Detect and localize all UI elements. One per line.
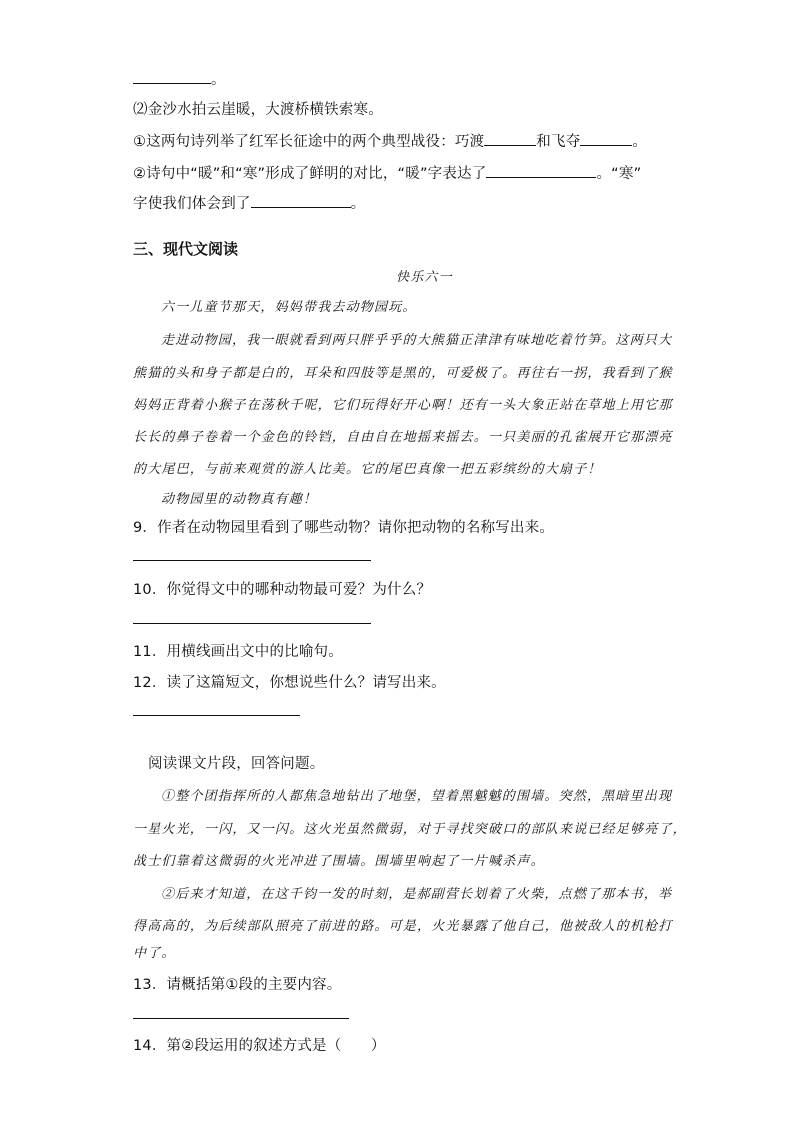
question-14: 14．第②段运用的叙述方式是（ ） [133, 1038, 386, 1054]
excerpt-line: 一星火光，一闪，又一闪。这火光虽然微弱，对于寻找突破口的部队来说已经足够亮了， [133, 822, 687, 837]
passage-line: 的大尾巴，与前来观赏的游人比美。它的尾巴真像一把五彩缤纷的大扇子！ [133, 462, 602, 477]
passage-paragraph-1: 六一儿童节那天，妈妈带我去动物园玩。 [161, 300, 417, 315]
question-11: 11．用横线画出文中的比喻句。 [133, 644, 343, 660]
poem-line: ⑵金沙水拍云崖暖，大渡桥横铁索寒。 [133, 102, 383, 118]
question-1 [133, 130, 647, 151]
passage-line: 走进动物园，我一眼就看到两只胖乎乎的大熊猫正津津有味地吃着竹笋。这两只大 [161, 333, 673, 348]
question-2 [133, 162, 641, 183]
answer-line[interactable] [133, 1018, 349, 1019]
question-9: 9．作者在动物园里看到了哪些动物？请你把动物的名称写出来。 [133, 520, 555, 536]
passage-paragraph-3: 动物园里的动物真有趣！ [161, 492, 318, 507]
excerpt-line: 中了。 [133, 946, 176, 961]
question-10: 10．你觉得文中的哪种动物最可爱？为什么？ [133, 582, 432, 598]
passage-title: 快乐六一 [396, 270, 453, 285]
question-13: 13．请概括第①段的主要内容。 [133, 977, 342, 993]
answer-line[interactable] [133, 560, 371, 561]
punctuation: 。 [211, 72, 226, 88]
excerpt-line: ②后来才知道，在这千钧一发的时刻，是郝副营长划着了火柴，点燃了那本书，举 [161, 887, 673, 902]
question-text: ②诗句中“暖”和“寒”形成了鲜明的对比，“暖”字表达了 [133, 166, 487, 182]
passage-line: 长长的鼻子卷着一个金色的铃铛，自由自在地摇来摇去。一只美丽的孔雀展开它那漂亮 [133, 430, 673, 445]
passage-line: 妈妈正背着小猴子在荡秋千呢，它们玩得好开心啊！还有一头大象正站在草地上用它那 [133, 398, 673, 413]
passage-line: 熊猫的头和身子都是白的，耳朵和四肢等是黑的，可爱极了。再往右一拐，我看到了猴 [133, 366, 673, 381]
reading-instruction: 阅读课文片段，回答问题。 [148, 756, 325, 772]
question-text: 和飞夺 [536, 134, 581, 150]
punctuation: 。 [350, 196, 366, 212]
question-12: 12．读了这篇短文，你想说些什么？请写出来。 [133, 675, 446, 691]
excerpt-line: 得高高的，为后续部队照亮了前进的路。可是，火光暴露了他自己，他被敌人的机枪打 [133, 919, 673, 934]
question-text: ①这两句诗列举了红军长征途中的两个典型战役：巧渡 [133, 134, 485, 150]
answer-line-continuation [133, 68, 226, 89]
section-heading: 三、现代文阅读 [133, 240, 239, 258]
excerpt-line: ①整个团指挥所的人都焦急地钻出了地堡，望着黑魆魆的围墙。突然，黑暗里出现 [161, 789, 673, 804]
answer-blank[interactable] [133, 69, 211, 84]
answer-blank[interactable] [251, 193, 351, 208]
question-2-cont [133, 192, 365, 213]
question-text: 。“寒” [596, 166, 642, 182]
answer-line[interactable] [133, 623, 371, 624]
punctuation: 。 [632, 134, 648, 150]
answer-line[interactable] [133, 715, 300, 716]
excerpt-line: 战士们靠着这微弱的火光冲进了围墙。围墙里响起了一片喊杀声。 [133, 854, 545, 869]
answer-blank[interactable] [484, 131, 536, 146]
answer-blank[interactable] [580, 131, 632, 146]
question-text: 字使我们体会到了 [133, 196, 251, 212]
answer-blank[interactable] [486, 163, 596, 178]
